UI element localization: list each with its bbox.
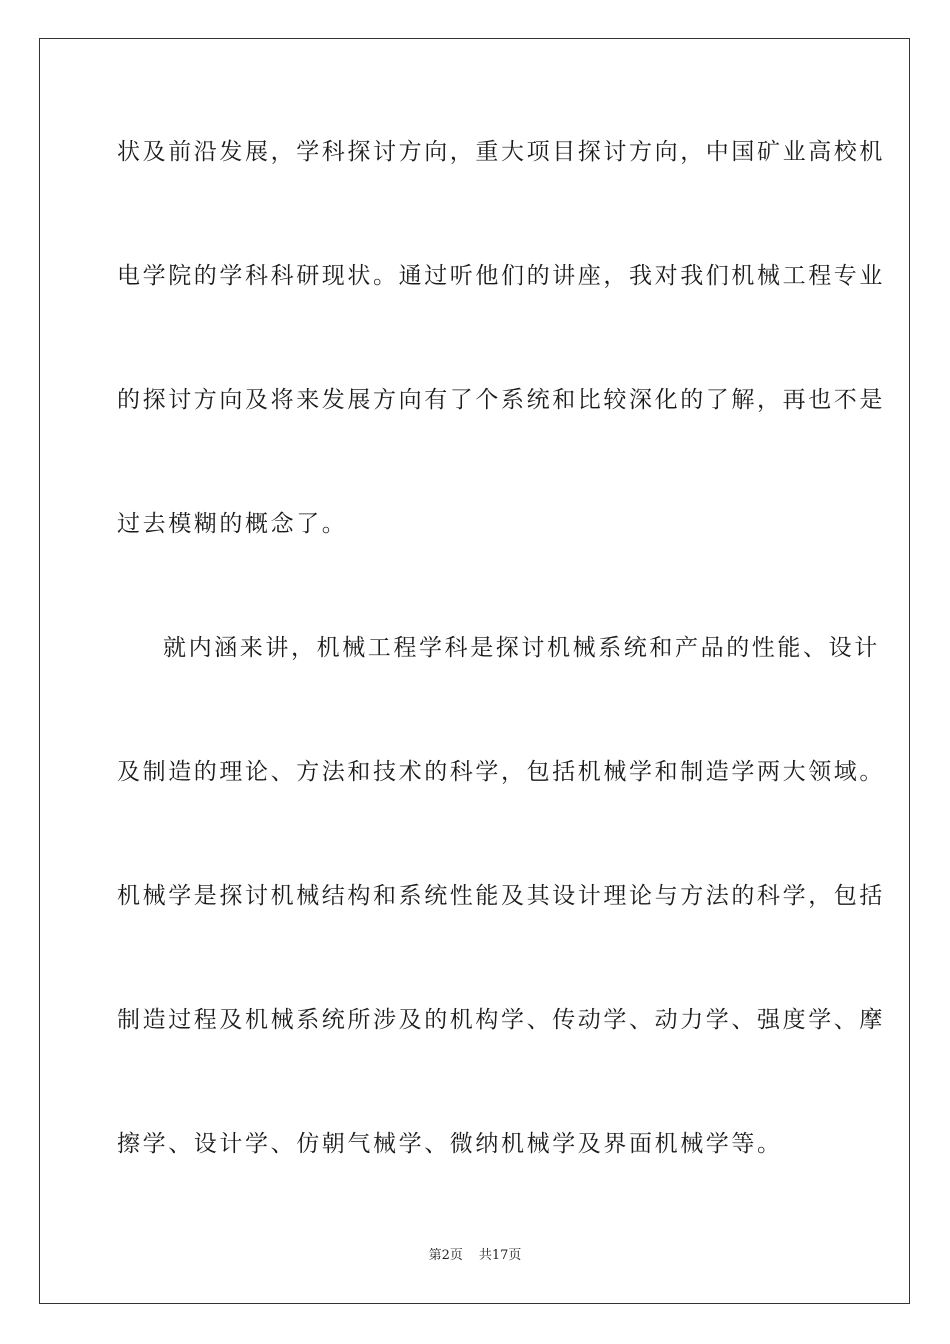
paragraph-line: 状及前沿发展，学科探讨方向，重大项目探讨方向，中国矿业高校机 — [117, 139, 885, 165]
page-total: 共17页 — [478, 1248, 522, 1263]
page-footer — [0, 1247, 950, 1265]
paragraph-line: 及制造的理论、方法和技术的科学，包括机械学和制造学两大领域。 — [117, 759, 885, 785]
paragraph-line: 擦学、设计学、仿朝气械学、微纳机械学及界面机械学等。 — [117, 1131, 783, 1157]
page-number: 第2页 — [428, 1248, 463, 1263]
paragraph-line: 就内涵来讲，机械工程学科是探讨机械系统和产品的性能、设计 — [163, 635, 880, 661]
paragraph-line: 的探讨方向及将来发展方向有了个系统和比较深化的了解，再也不是 — [117, 387, 885, 413]
paragraph-line: 机械学是探讨机械结构和系统性能及其设计理论与方法的科学，包括 — [117, 883, 885, 909]
paragraph-line: 制造过程及机械系统所涉及的机构学、传动学、动力学、强度学、摩 — [117, 1007, 885, 1033]
paragraph-line: 过去模糊的概念了。 — [117, 511, 348, 537]
page-border — [39, 38, 910, 1304]
paragraph-line: 电学院的学科科研现状。通过听他们的讲座，我对我们机械工程专业 — [117, 263, 885, 289]
